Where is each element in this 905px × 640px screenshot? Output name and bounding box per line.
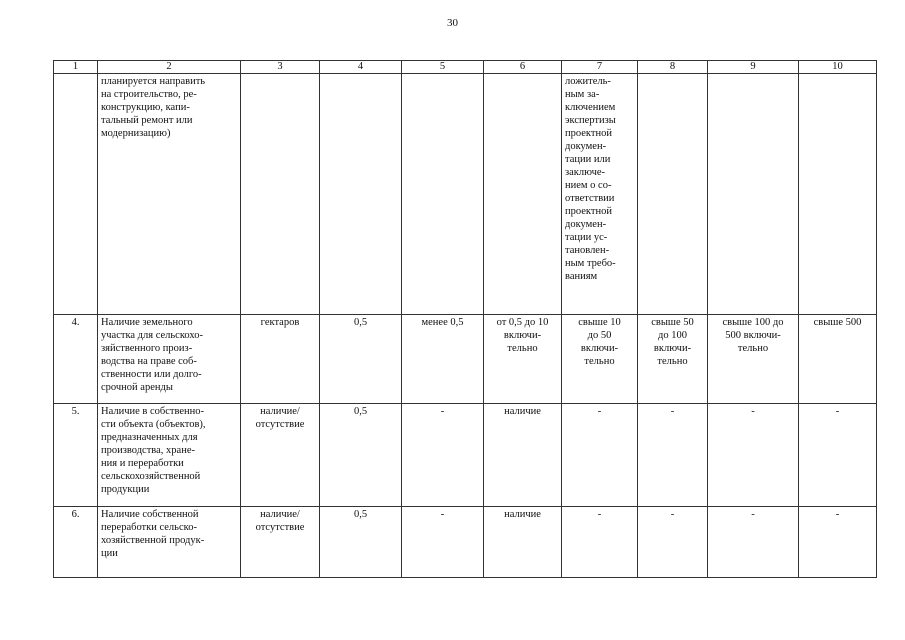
unit-cell bbox=[241, 74, 320, 315]
value-cell: - bbox=[708, 404, 799, 507]
criterion-name: Наличие в собственно- сти объекта (объектов), предназначенных для производства, хране- ния и переработки сельскохозяйственной продукции bbox=[98, 404, 241, 507]
column-header: 9 bbox=[708, 61, 799, 74]
value-cell: - bbox=[799, 507, 877, 578]
row-number: 4. bbox=[54, 315, 98, 404]
column-header: 3 bbox=[241, 61, 320, 74]
page-number: 30 bbox=[447, 17, 458, 29]
row-number: 5. bbox=[54, 404, 98, 507]
table-row bbox=[54, 315, 877, 404]
value-cell: - bbox=[562, 507, 638, 578]
table-row bbox=[54, 404, 877, 507]
weight-cell: 0,5 bbox=[320, 404, 402, 507]
table-row bbox=[54, 507, 877, 578]
column-header: 8 bbox=[638, 61, 708, 74]
row-number: 6. bbox=[54, 507, 98, 578]
value-cell: - bbox=[562, 404, 638, 507]
value-cell: свыше 500 bbox=[799, 315, 877, 404]
value-cell: - bbox=[402, 507, 484, 578]
column-header: 1 bbox=[54, 61, 98, 74]
unit-cell: наличие/ отсутствие bbox=[241, 507, 320, 578]
unit-cell: наличие/ отсутствие bbox=[241, 404, 320, 507]
unit-cell: гектаров bbox=[241, 315, 320, 404]
column-header: 7 bbox=[562, 61, 638, 74]
criterion-name: Наличие собственной переработки сельско- хозяйственной продук- ции bbox=[98, 507, 241, 578]
value-cell bbox=[708, 74, 799, 315]
value-cell: свыше 50 до 100 включи- тельно bbox=[638, 315, 708, 404]
value-cell: - bbox=[638, 404, 708, 507]
column-header: 10 bbox=[799, 61, 877, 74]
column-header: 5 bbox=[402, 61, 484, 74]
value-cell: - bbox=[402, 404, 484, 507]
value-cell: ложитель- ным за- ключением экспертизы проектной докумен- тации или заключе- нием о со- ответствии проектной докумен- тации ус- тановлен- ным требо- ваниям bbox=[562, 74, 638, 315]
weight-cell: 0,5 bbox=[320, 315, 402, 404]
value-cell: - bbox=[799, 404, 877, 507]
value-cell bbox=[638, 74, 708, 315]
table-header-row bbox=[54, 61, 877, 74]
value-cell: - bbox=[708, 507, 799, 578]
value-cell: - bbox=[638, 507, 708, 578]
criterion-name: Наличие земельного участка для сельскохо- зяйственного произ- водства на праве соб- ственности или долго- срочной аренды bbox=[98, 315, 241, 404]
value-cell: наличие bbox=[484, 507, 562, 578]
column-header: 4 bbox=[320, 61, 402, 74]
criterion-name: планируется направить на строительство, ре- конструкцию, капи- тальный ремонт или модернизацию) bbox=[98, 74, 241, 315]
criteria-table bbox=[53, 60, 877, 578]
value-cell bbox=[402, 74, 484, 315]
value-cell: свыше 100 до 500 включи- тельно bbox=[708, 315, 799, 404]
value-cell bbox=[484, 74, 562, 315]
weight-cell: 0,5 bbox=[320, 507, 402, 578]
value-cell: наличие bbox=[484, 404, 562, 507]
value-cell: от 0,5 до 10 включи- тельно bbox=[484, 315, 562, 404]
column-header: 6 bbox=[484, 61, 562, 74]
table-row bbox=[54, 74, 877, 315]
row-number bbox=[54, 74, 98, 315]
value-cell: менее 0,5 bbox=[402, 315, 484, 404]
value-cell: свыше 10 до 50 включи- тельно bbox=[562, 315, 638, 404]
column-header: 2 bbox=[98, 61, 241, 74]
value-cell bbox=[799, 74, 877, 315]
weight-cell bbox=[320, 74, 402, 315]
